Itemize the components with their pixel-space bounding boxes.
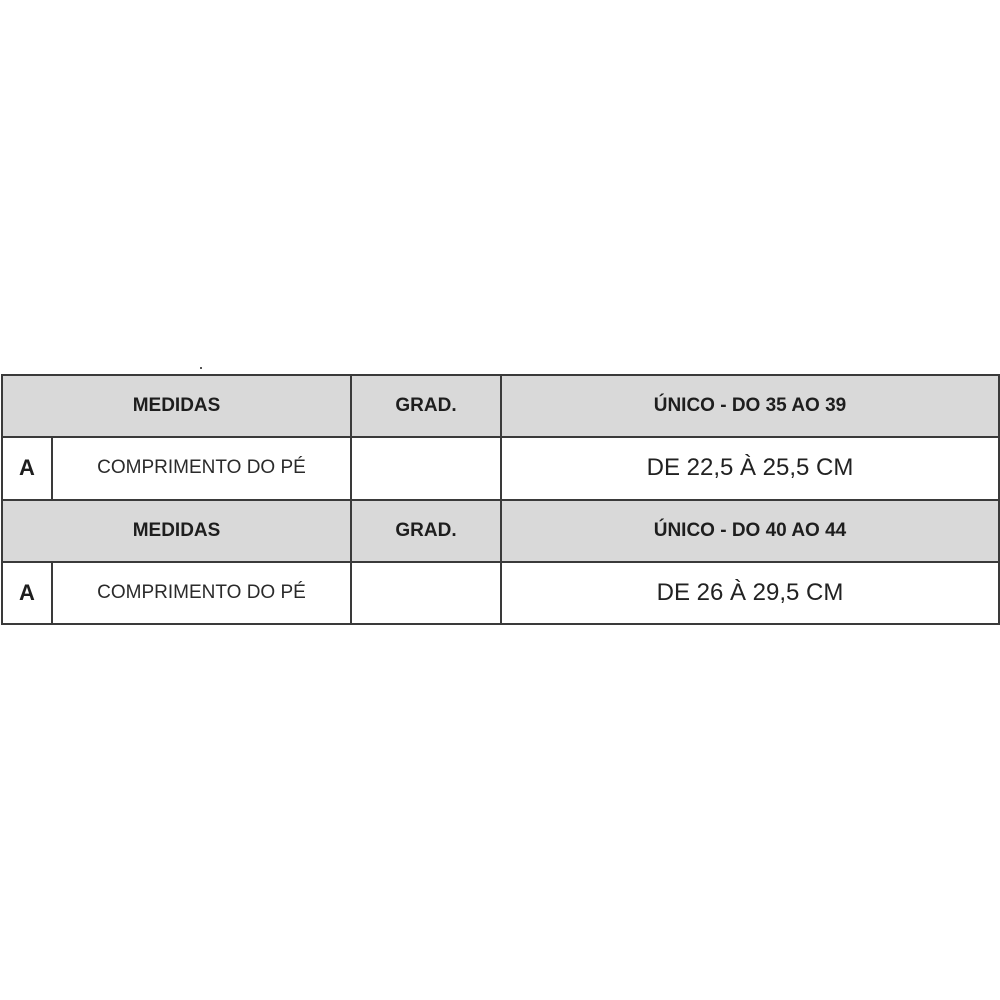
header-grad: GRAD. [351, 375, 501, 437]
table-row [2, 437, 999, 499]
header-row-2 [2, 500, 999, 562]
measure-value: DE 22,5 À 25,5 CM [501, 437, 999, 499]
table-row [2, 562, 999, 624]
measure-description: COMPRIMENTO DO PÉ [52, 562, 351, 624]
header-size-range: ÚNICO - DO 35 AO 39 [501, 375, 999, 437]
measure-value: DE 26 À 29,5 CM [501, 562, 999, 624]
grad-cell [351, 437, 501, 499]
header-medidas: MEDIDAS [2, 375, 351, 437]
header-row-1 [2, 375, 999, 437]
header-grad: GRAD. [351, 500, 501, 562]
size-chart-table [1, 374, 1000, 625]
measure-letter: A [2, 562, 52, 624]
measure-letter: A [2, 437, 52, 499]
measure-description: COMPRIMENTO DO PÉ [52, 437, 351, 499]
header-size-range: ÚNICO - DO 40 AO 44 [501, 500, 999, 562]
header-medidas: MEDIDAS [2, 500, 351, 562]
stray-mark [200, 367, 202, 369]
grad-cell [351, 562, 501, 624]
